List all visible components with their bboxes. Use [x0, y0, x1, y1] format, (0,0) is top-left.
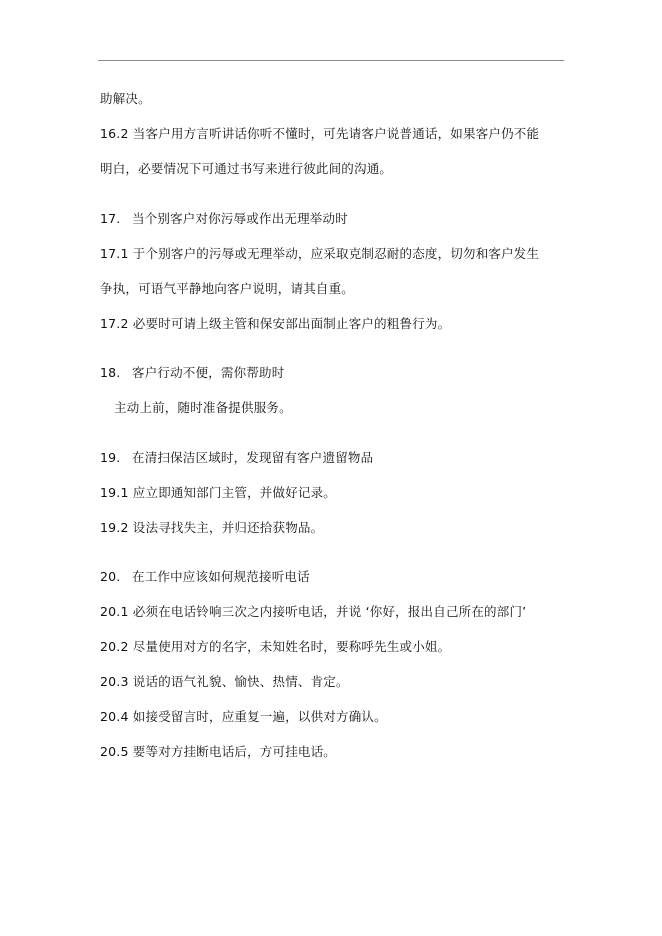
text-line: 20.1 必须在电话铃响三次之内接听电话，并说 ‘你好，报出自己所在的部门’: [100, 604, 527, 619]
section-heading: [100, 365, 284, 381]
section-heading: [100, 450, 373, 466]
section-title: 客户行动不便，需你帮助时: [132, 365, 285, 380]
text-line: 争执，可语气平静地向客户说明，请其自重。: [100, 281, 355, 296]
text-line: 20.5 要等对方挂断电话后，方可挂电话。: [100, 744, 337, 759]
section-heading: [100, 569, 310, 585]
section-title: 在清扫保洁区域时，发现留有客户遗留物品: [132, 450, 374, 465]
section-title: 在工作中应该如何规范接听电话: [132, 569, 310, 584]
section-title: 当个别客户对你污辱或作出无理举动时: [132, 211, 348, 226]
section-number: 18.: [100, 365, 121, 380]
section-heading: [100, 211, 348, 227]
text-line: 16.2 当客户用方言听讲话你听不懂时，可先请客户说普通话，如果客户仍不能: [100, 126, 540, 141]
section-number: 17.: [100, 211, 121, 226]
text-line: 19.1 应立即通知部门主管，并做好记录。: [100, 485, 337, 500]
text-line: 20.3 说话的语气礼貌、愉快、热情、肯定。: [100, 674, 349, 689]
text-line: 明白，必要情况下可通过书写来进行彼此间的沟通。: [100, 161, 393, 176]
text-line: 19.2 设法寻找失主，并归还拾获物品。: [100, 520, 324, 535]
text-line: 助解决。: [100, 91, 151, 106]
section-number: 20.: [100, 569, 121, 584]
text-line: 20.2 尽量使用对方的名字，未知姓名时，要称呼先生或小姐。: [100, 639, 451, 654]
text-line: 17.1 于个别客户的污辱或无理举动，应采取克制忍耐的态度，切勿和客户发生: [100, 246, 540, 261]
text-line: 主动上前，随时准备提供服务。: [114, 400, 292, 415]
header-rule: [98, 60, 564, 61]
text-line: 20.4 如接受留言时，应重复一遍，以供对方确认。: [100, 709, 387, 724]
text-line: 17.2 必要时可请上级主管和保安部出面制止客户的粗鲁行为。: [100, 316, 451, 331]
section-number: 19.: [100, 450, 121, 465]
